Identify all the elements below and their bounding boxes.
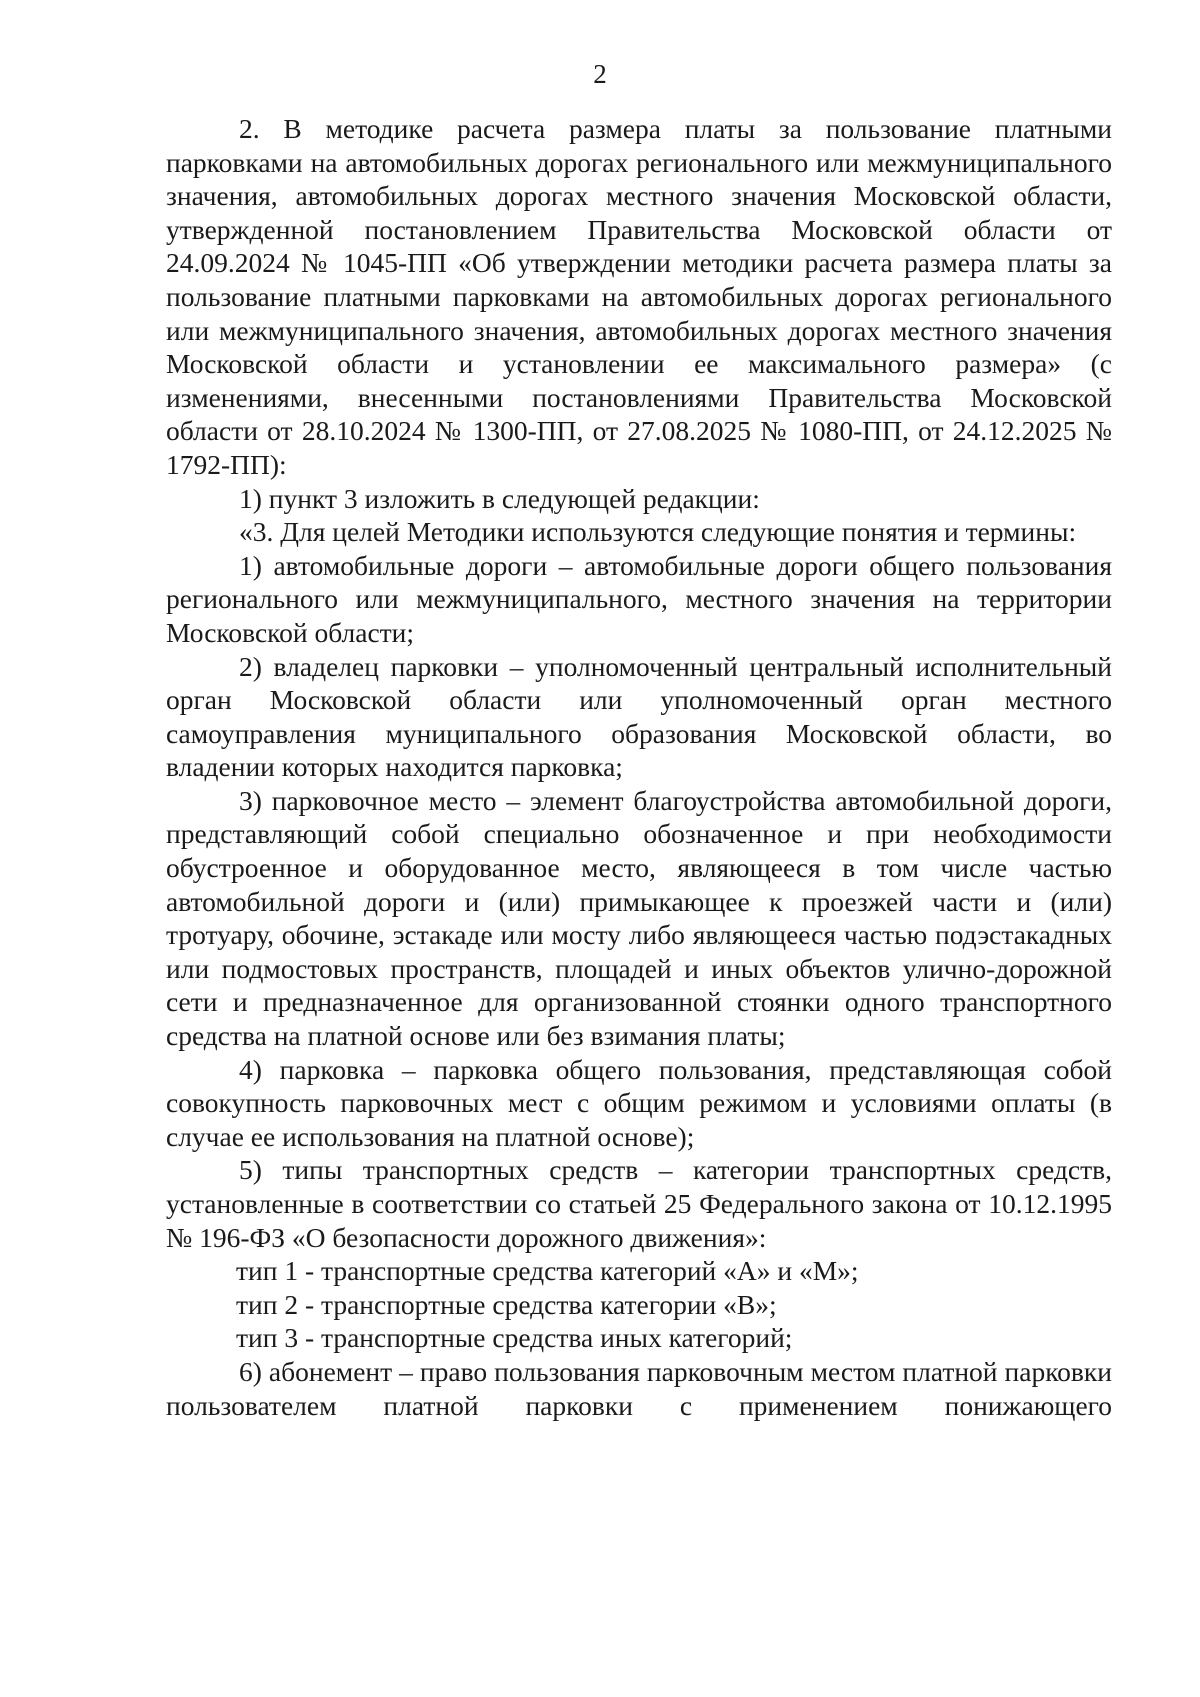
paragraph-item-1: 1) пункт 3 изложить в следующей редакции: — [239, 482, 760, 514]
vehicle-type-2: тип 2 - транспортные средства категории «B»; — [236, 1288, 777, 1320]
paragraph-clause-3: «3. Для целей Методики используются следующие понятия и термины: — [239, 516, 1077, 548]
term-parking-owner: 2) владелец парковки – уполномоченный центральный исполнительный орган Московской области или уполномоченный орган местного самоуправления муниципального образования Московской области, во владении которых находится парковка; — [166, 650, 1112, 783]
paragraph-amendment-intro: 2. В методике расчета размера платы за пользование платными парковками на автомобильных дорогах регионального или межмуниципального значения, автомобильных дорогах местного значения Московской области, утвержденной постановлением Правительства Московской области от 24.09.2024 № 1045-ПП «Об утверждении методики расчета размера платы за пользование платными парковками на автомобильных дорогах регионального или межмуниципального значения, автомобильных дорогах местного значения Московской области и установлении ее максимального размера» (с изменениями, внесенными постановлениями Правительства Московской области от 28.10.2024 № 1300-ПП, от 27.08.2025 № 1080-ПП, от 24.12.2025 № 1792-ПП): — [166, 113, 1112, 480]
term-vehicle-types: 5) типы транспортных средств – категории транспортных средств, установленные в соответствии со статьей 25 Федерального закона от 10.12.1995 № 196-ФЗ «О безопасности дорожного движения»: — [166, 1154, 1112, 1253]
term-roads: 1) автомобильные дороги – автомобильные дороги общего пользования регионального или межмуниципального, местного значения на территории Московской области; — [166, 549, 1112, 648]
vehicle-type-3: тип 3 - транспортные средства иных категорий; — [236, 1322, 793, 1354]
term-parking-space: 3) парковочное место – элемент благоустройства автомобильной дороги, представляющий собой специально обозначенное и при необходимости обустроенное и оборудованное место, являющееся в том числе частью автомобильной дороги и (или) примыкающее к проезжей части и (или) тротуару, обочине, эстакаде или мосту либо являющееся частью подэстакадных или подмостовых пространств, площадей и иных объектов улично-дорожной сети и предназначенное для организованной стоянки одного транспортного средства на платной основе или без взимания платы; — [166, 784, 1112, 1052]
document-body — [166, 112, 1112, 1422]
page-number: 2 — [593, 59, 607, 89]
term-parking: 4) парковка – парковка общего пользования, представляющая собой совокупность парковочных мест с общим режимом и условиями оплаты (в случае ее использования на платной основе); — [166, 1053, 1112, 1152]
term-subscription: 6) абонемент – право пользования парковочным местом платной парковки пользователем платной парковки с применением понижающего — [166, 1355, 1112, 1421]
vehicle-type-1: тип 1 - транспортные средства категорий «A» и «M»; — [236, 1255, 859, 1287]
